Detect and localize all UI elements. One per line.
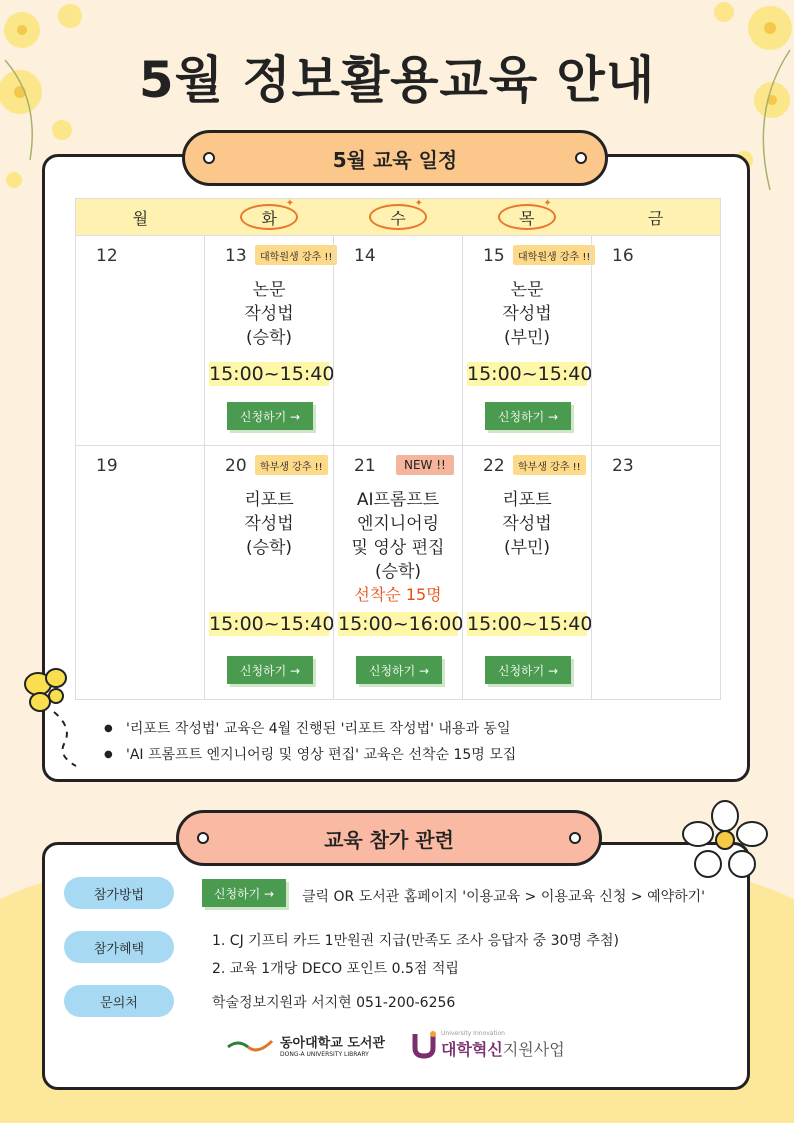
course-title: 리포트 작성법 (승학) xyxy=(244,490,294,558)
weekday-highlight-circle: 화 ✦ xyxy=(240,204,298,230)
method-label: 참가방법 xyxy=(64,877,174,909)
header-dot-right xyxy=(575,152,587,164)
schedule-notes xyxy=(104,716,516,768)
dong-a-wave-icon xyxy=(226,1035,274,1055)
day-number: 19 xyxy=(96,456,118,476)
page-title: 5월 정보활용교육 안내 xyxy=(138,51,656,109)
weekday-highlight-circle: 목 ✦ xyxy=(498,204,556,230)
footer-logos xyxy=(226,1030,565,1060)
participation-header xyxy=(176,810,602,866)
apply-button[interactable]: 신청하기 → xyxy=(485,656,571,684)
daisy-flower-icon xyxy=(680,798,770,884)
weekday-thu xyxy=(462,199,591,235)
innovation-small-text: University Innovation xyxy=(441,1030,505,1037)
participation-header-text: 교육 참가 관련 xyxy=(324,827,454,852)
course-time: 15:00~15:40 xyxy=(467,613,593,635)
dong-a-library-logo xyxy=(226,1032,385,1058)
calendar-cell xyxy=(333,236,462,445)
calendar-cell xyxy=(462,236,591,445)
apply-button[interactable]: 신청하기 → xyxy=(485,402,571,430)
course-title: 논문 작성법 (승학) xyxy=(244,280,294,348)
sparkle-icon: ✦ xyxy=(285,198,295,209)
calendar-cell xyxy=(76,236,204,445)
recommend-badge: 대학원생 강추 !! xyxy=(255,245,337,265)
weekday-mon: 월 xyxy=(132,208,149,228)
calendar-cell xyxy=(591,236,720,445)
header-dot-left xyxy=(197,832,209,844)
weekday-wed xyxy=(334,199,463,235)
day-number: 22 xyxy=(483,456,505,476)
schedule-header-text: 5월 교육 일정 xyxy=(332,147,458,172)
calendar-week-2 xyxy=(76,445,720,700)
apply-button[interactable]: 신청하기 → xyxy=(356,656,442,684)
first-come-limit: 선착순 15명 xyxy=(354,585,442,604)
innovation-u-icon xyxy=(411,1030,437,1060)
day-number: 21 xyxy=(354,456,376,476)
recommend-badge: 대학원생 강추 !! xyxy=(513,245,595,265)
course-title: 리포트 작성법 (부민) xyxy=(502,490,552,558)
participation-apply-button[interactable]: 신청하기 → xyxy=(202,879,286,907)
calendar-cell xyxy=(204,236,333,445)
course-title: AI프롬프트 엔지니어링 및 영상 편집 (승학) xyxy=(351,490,445,582)
note-item: ● '리포트 작성법' 교육은 4월 진행된 '리포트 작성법' 내용과 동일 xyxy=(104,716,516,742)
day-number: 12 xyxy=(96,246,118,266)
day-number: 13 xyxy=(225,246,247,266)
calendar-cell xyxy=(204,446,333,700)
course-title: 논문 작성법 (부민) xyxy=(502,280,552,348)
sparkle-icon: ✦ xyxy=(414,198,423,209)
innovation-text: 대학혁신지원사업 xyxy=(441,1040,565,1059)
butterfly-icon xyxy=(18,668,98,768)
day-number: 23 xyxy=(612,456,634,476)
header-dot-left xyxy=(203,152,215,164)
course-time: 15:00~15:40 xyxy=(209,363,335,385)
recommend-badge: 학부생 강추 !! xyxy=(255,455,328,475)
new-badge: NEW !! xyxy=(396,455,454,475)
calendar-table xyxy=(75,198,721,700)
weekday-highlight-circle: 수 ✦ xyxy=(369,204,427,230)
calendar-cell xyxy=(591,446,720,700)
day-number: 14 xyxy=(354,246,376,266)
calendar-cell xyxy=(462,446,591,700)
calendar-week-1 xyxy=(76,235,720,445)
day-number: 20 xyxy=(225,456,247,476)
weekday-fri: 금 xyxy=(647,208,664,228)
method-text: 클릭 OR 도서관 홈페이지 '이용교육 > 이용교육 신청 > 예약하기' xyxy=(302,889,706,905)
apply-button[interactable]: 신청하기 → xyxy=(227,656,313,684)
header-dot-right xyxy=(569,832,581,844)
benefit-item-2: 2. 교육 1개당 DECO 포인트 0.5점 적립 xyxy=(212,961,459,977)
schedule-header xyxy=(182,130,608,186)
note-item: ● 'AI 프롬프트 엔지니어링 및 영상 편집' 교육은 선착순 15명 모집 xyxy=(104,742,516,768)
calendar-cell xyxy=(333,446,462,700)
calendar-header-row xyxy=(76,199,720,235)
benefit-label: 참가혜택 xyxy=(64,931,174,963)
apply-button[interactable]: 신청하기 → xyxy=(227,402,313,430)
course-time: 15:00~15:40 xyxy=(209,613,335,635)
library-name: 동아대학교 도서관 xyxy=(280,1036,385,1051)
contact-text: 학술정보지원과 서지현 051-200-6256 xyxy=(212,995,456,1011)
course-time: 15:00~15:40 xyxy=(467,363,593,385)
weekday-tue xyxy=(205,199,334,235)
university-innovation-logo xyxy=(411,1030,565,1060)
sparkle-icon: ✦ xyxy=(543,198,552,209)
course-time: 15:00~16:00 xyxy=(338,613,464,635)
benefit-item-1: 1. CJ 기프티 카드 1만원권 지급(만족도 조사 응답자 중 30명 추첨) xyxy=(212,933,619,949)
library-en: DONG-A UNIVERSITY LIBRARY xyxy=(280,1051,369,1058)
day-number: 15 xyxy=(483,246,505,266)
calendar-cell xyxy=(76,446,204,700)
day-number: 16 xyxy=(612,246,634,266)
contact-label: 문의처 xyxy=(64,985,174,1017)
recommend-badge: 학부생 강추 !! xyxy=(513,455,586,475)
